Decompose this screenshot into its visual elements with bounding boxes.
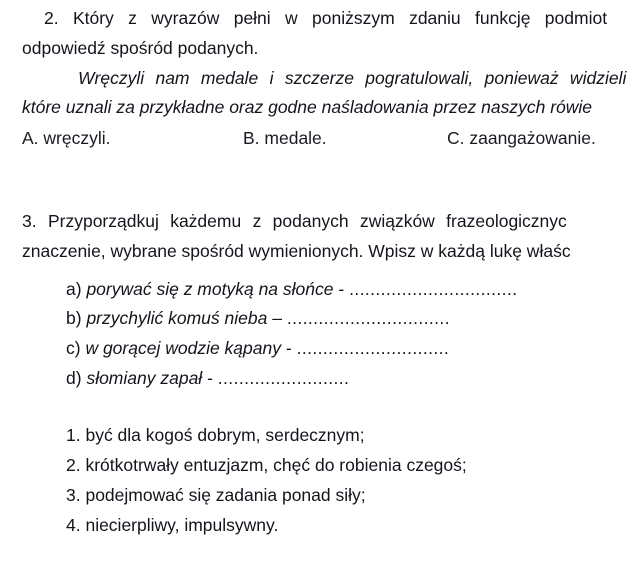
idiom-marker-a: a)	[66, 279, 82, 299]
exercise-2-quote-line-1: Wręczyli nam medale i szczerze pogratulowali, ponieważ widzieli	[78, 68, 627, 88]
idiom-text-a: porywać się z motyką na słońce	[86, 279, 334, 299]
idiom-answer-blank-a[interactable]: ................................	[349, 279, 518, 299]
exercise-3-prompt-line-2: znaczenie, wybrane spośród wymienionych. Wpisz w każdą lukę właśc	[22, 241, 571, 261]
meaning-item-2: 2. krótkotrwały entuzjazm, chęć do robienia czegoś;	[66, 455, 467, 475]
meaning-item-3: 3. podejmować się zadania ponad siły;	[66, 485, 366, 505]
idiom-item-a	[66, 279, 517, 299]
meaning-item-4: 4. niecierpliwy, impulsywny.	[66, 515, 279, 535]
exercise-2-option-a[interactable]: A. wręczyli.	[22, 128, 111, 148]
idiom-dash-d: -	[207, 368, 213, 388]
idiom-text-d: słomiany zapał	[86, 368, 203, 388]
idiom-dash-c: -	[285, 338, 292, 358]
exercise-2-option-b[interactable]: B. medale.	[243, 128, 327, 148]
exercise-2-prompt-line-1: 2. Który z wyrazów pełni w poniższym zdaniu funkcję podmiot	[44, 8, 608, 28]
idiom-text-b: przychylić komuś nieba	[86, 308, 268, 328]
idiom-answer-blank-c[interactable]: .............................	[296, 338, 450, 358]
idiom-item-d	[66, 368, 349, 388]
idiom-marker-c: c)	[66, 338, 81, 358]
idiom-item-c	[66, 338, 449, 358]
idiom-dash-a: -	[338, 279, 345, 299]
exercise-2-prompt-line-2: odpowiedź spośród podanych.	[22, 38, 259, 58]
idiom-item-b	[66, 308, 450, 328]
idiom-dash-b: –	[272, 308, 282, 328]
exercise-2-option-c[interactable]: C. zaangażowanie.	[447, 128, 596, 148]
meaning-item-1: 1. być dla kogoś dobrym, serdecznym;	[66, 425, 365, 445]
idiom-marker-b: b)	[66, 308, 82, 328]
idiom-answer-blank-d[interactable]: .........................	[217, 368, 350, 388]
idiom-answer-blank-b[interactable]: ...............................	[286, 308, 450, 328]
idiom-text-c: w gorącej wodzie kąpany	[85, 338, 281, 358]
idiom-marker-d: d)	[66, 368, 82, 388]
exercise-2-quote-line-2: które uznali za przykładne oraz godne naśladowania przez naszych rówie	[22, 97, 593, 117]
exercise-3-prompt-line-1: 3. Przyporządkuj każdemu z podanych związków frazeologicznyc	[22, 211, 567, 231]
